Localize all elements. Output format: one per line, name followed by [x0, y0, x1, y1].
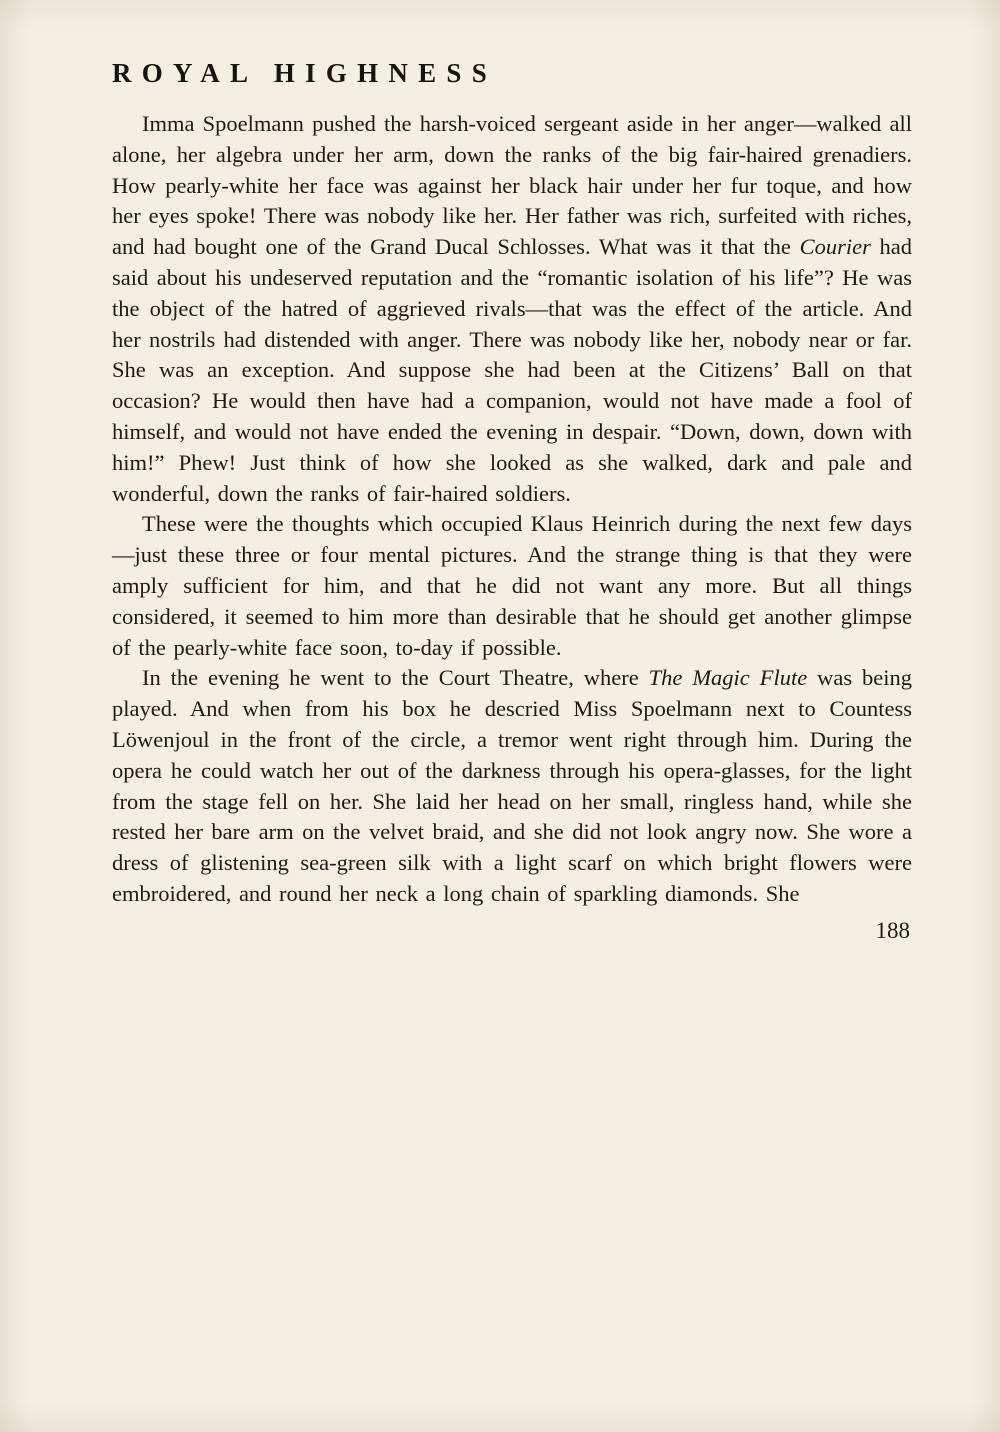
- page-body: [112, 109, 912, 910]
- text-run: had said about his undeserved reputation and the “romantic isolation of his life”? He was the object of the hatred of aggrieved rivals—that was the effect of the article. And her nostrils had distended with anger. There was nobody like her, nobody near or far. She was an exception. And suppose she had been at the Citizens’ Ball on that occasion? He would then have had a companion, would not have made a fool of himself, and would not have ended the evening in despair. “Down, down, down with him!” Phew! Just think of how she looked as she walked, dark and pale and wonderful, down the ranks of fair-haired soldiers.: [112, 234, 912, 506]
- text-run: In the evening he went to the Court Theatre, where: [142, 665, 649, 691]
- paragraph: [112, 509, 912, 663]
- running-head: ROYAL HIGHNESS: [112, 58, 497, 88]
- paragraph: [112, 663, 912, 909]
- text-run: was being played. And when from his box he descried Miss Spoelmann next to Countess Löwenjoul in the front of the circle, a tremor went right through him. During the opera he could watch her out of the darkness through his opera-glasses, for the light from the stage fell on her. She laid her head on her small, ringless hand, while she rested her bare arm on the velvet braid, and she did not look angry now. She wore a dress of glistening sea-green silk with a light scarf on which bright flowers were embroidered, and round her neck a long chain of sparkling diamonds. She: [112, 665, 913, 906]
- text-run: These were the thoughts which occupied Klaus Heinrich during the next few days—just these three or four mental pictures. And the strange thing is that they were amply sufficient for him, and that he did not want any more. But all things considered, it seemed to him more than desirable that he should get another glimpse of the pearly-white face soon, to-day if possible.: [112, 511, 912, 660]
- page-number: 188: [875, 917, 910, 943]
- paragraph: [112, 109, 912, 509]
- italic-text-run: Courier: [799, 234, 871, 260]
- italic-text-run: The Magic Flute: [648, 665, 808, 691]
- text-run: Imma Spoelmann pushed the harsh-voiced sergeant aside in her anger—walked all alone, her algebra under her arm, down the ranks of the big fair-haired grenadiers. How pearly-white her face was against her black hair under her fur toque, and how her eyes spoke! There was nobody like her. Her father was rich, surfeited with riches, and had bought one of the Grand Ducal Schlosses. What was it that the: [112, 111, 912, 260]
